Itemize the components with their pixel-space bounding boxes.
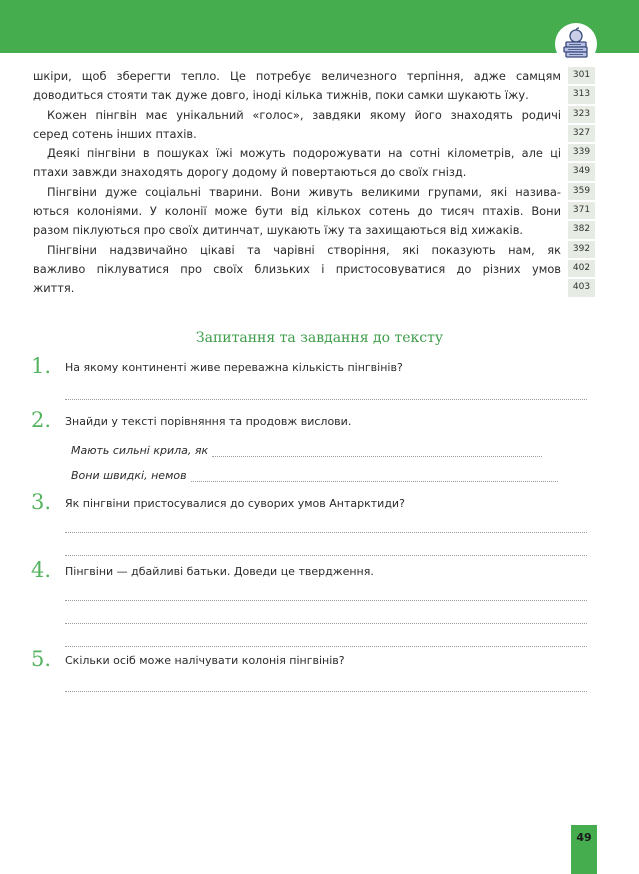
reading-text xyxy=(33,67,561,299)
page-number-tab xyxy=(571,825,597,874)
answer-line[interactable] xyxy=(191,480,558,482)
answer-line[interactable] xyxy=(212,455,542,457)
word-count-column xyxy=(568,67,595,299)
question-text: Як пінгвіни пристосувалися до суворих умов Антарктиди? xyxy=(65,497,405,510)
word-count: 359 xyxy=(568,183,595,202)
word-count: 339 xyxy=(568,144,595,163)
header-band xyxy=(0,0,639,53)
question-number: 2. xyxy=(31,408,52,432)
text-line: життя. xyxy=(33,281,75,296)
text-line: шкіри, щоб зберегти тепло. Це потребує величезного терпіння, адже самцям xyxy=(33,69,561,83)
word-count: 382 xyxy=(568,221,595,240)
completion-prompt xyxy=(71,469,558,482)
question-number: 1. xyxy=(31,354,52,378)
word-count: 349 xyxy=(568,163,595,182)
prompt-text: Вони швидкі, немов xyxy=(71,469,187,482)
text-line: Деякі пінгвіни в пошуках їжі можуть подорожувати на сотні кілометрів, але ці xyxy=(47,146,561,161)
text-line: Пінгвіни надзвичайно цікаві та чарівні створіння, які показують нам, як xyxy=(47,242,561,257)
answer-line[interactable] xyxy=(65,646,587,647)
word-count: 403 xyxy=(568,279,595,298)
answer-line[interactable] xyxy=(65,555,587,556)
question-text: Знайди у тексті порівняння та продовж вислови. xyxy=(65,415,352,428)
answer-line[interactable] xyxy=(65,600,587,601)
answer-line[interactable] xyxy=(65,623,587,624)
word-count: 327 xyxy=(568,125,595,144)
answer-line[interactable] xyxy=(65,399,587,400)
word-count: 392 xyxy=(568,241,595,260)
word-count: 371 xyxy=(568,202,595,221)
prompt-text: Мають сильні крила, як xyxy=(71,444,209,457)
question-text: Пінгвіни — дбайливі батьки. Доведи це твердження. xyxy=(65,565,374,578)
question-text: На якому континенті живе переважна кількість пінгвінів? xyxy=(65,361,403,374)
text-line: птахи завжди знаходять дорогу додому й повертаються до своїх гнізд. xyxy=(33,165,467,180)
word-count: 402 xyxy=(568,260,595,279)
text-line: ються колоніями. У колонії може бути від кількох сотень до тисяч птахів. Вони xyxy=(33,204,561,219)
word-count: 301 xyxy=(568,67,595,86)
answer-line[interactable] xyxy=(65,691,587,692)
text-line: доводиться стояти так дуже довго, іноді кілька тижнів, поки самки шукають їжу. xyxy=(33,88,529,103)
question-number: 4. xyxy=(31,558,52,582)
text-line: Пінгвіни дуже соціальні тварини. Вони живуть великими групами, які назива- xyxy=(47,184,561,199)
question-text: Скільки осіб може налічувати колонія пінгвінів? xyxy=(65,654,345,667)
books-apple-icon xyxy=(561,27,591,61)
question-number: 3. xyxy=(31,490,52,514)
completion-prompt xyxy=(71,444,542,457)
header-badge xyxy=(555,23,597,65)
text-line: разом піклуються про своїх дитинчат, шукають їжу та захищаються від хижаків. xyxy=(33,223,524,238)
answer-line[interactable] xyxy=(65,532,587,533)
section-title: Запитання та завдання до тексту xyxy=(195,330,444,346)
question-number: 5. xyxy=(31,647,52,671)
word-count: 313 xyxy=(568,86,595,105)
text-line: важливо піклуватися про своїх близьких і пристосовуватися до різних умов xyxy=(33,261,561,276)
page-number: 49 xyxy=(576,831,592,844)
text-line: Кожен пінгвін має унікальний «голос», завдяки якому його знаходять родичі xyxy=(47,107,561,122)
text-line: серед сотень інших птахів. xyxy=(33,126,197,141)
word-count: 323 xyxy=(568,106,595,125)
